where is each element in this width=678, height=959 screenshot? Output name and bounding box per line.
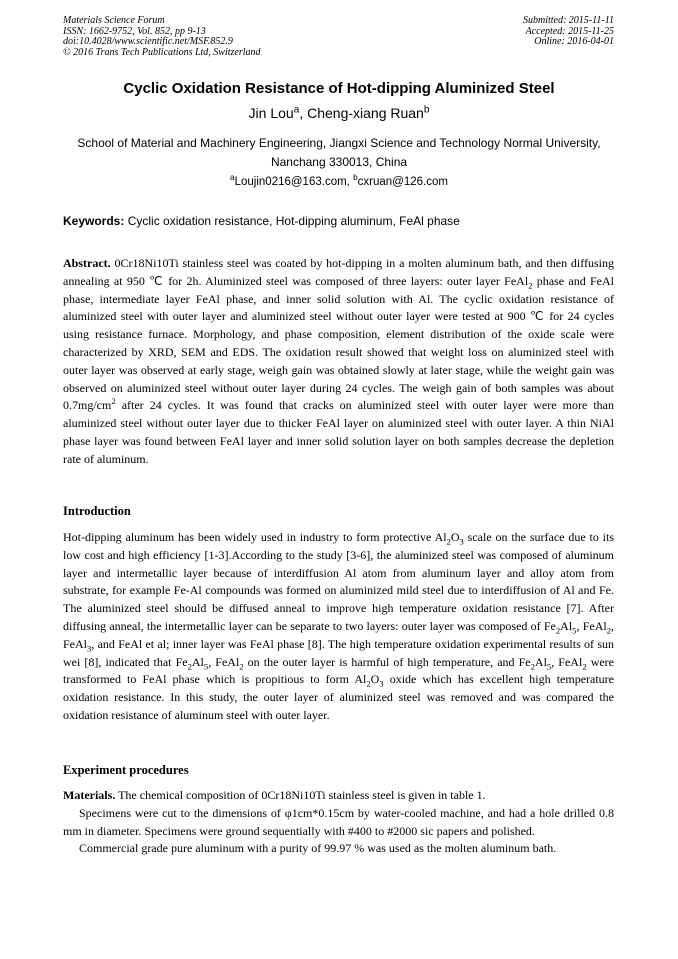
text-run: on the outer layer is harmful of high temperature, and Fe [243,654,531,669]
aluminum-paragraph: Commercial grade pure aluminum with a purity of 99.97 % was used as the molten aluminum bath. [79,841,557,856]
superscript: 2 [111,396,116,407]
text-run: O [370,672,380,687]
section-heading-experiment: Experiment procedures [63,763,189,777]
subscript: 3 [459,536,464,547]
text-run: O [450,530,460,544]
abstract-label: Abstract. [63,256,111,270]
text-run: , FeAl [576,618,607,633]
text-run: , FeAl [551,654,583,669]
subscript: 2 [528,280,533,291]
specimens-paragraph: Specimens were cut to the dimensions of φ1cm*0.15cm by water-cooled machine, and had a hole drilled 0.8 mm in diameter. Specimens were ground sequentially with #400 to #2000 sic papers and polished. [63,805,614,838]
keywords-text: Cyclic oxidation resistance, Hot-dipping aluminum, FeAl phase [124,214,460,228]
subscript: 3 [379,678,384,689]
text-run: The chemical composition of 0Cr18Ni10Ti stainless steel is given in table 1. [115,788,486,802]
issn-line: ISSN: 1662-9752, Vol. 852, pp 9-13 [63,25,206,37]
author-affil-mark: b [423,104,430,116]
affiliation: School of Material and Machinery Engineering, Jiangxi Science and Technology Normal University, Nanchang 330013, China [77,136,601,169]
subscript: 2 [582,660,587,671]
author-separator: , [299,105,308,121]
text-run: scale on the surface due to its low cost and high efficiency [1-3].According to the study [3-6], the aluminized steel was composed of aluminum layer and intermetallic layer because of interdiffusion Al atom from aluminum layer and alloy atom from substrate, for example Fe-Al compounds was formed on aluminized mild steel due to interdiffusion of Al and Fe. The aluminized steel should be diffused anneal to improve high temperature oxidation resistance [7]. After diffusing anneal, the intermetallic layer can be separate to two layers: outer layer was composed of Fe [63,530,614,633]
subscript: 5 [546,660,552,671]
doi-line[interactable]: doi:10.4028/www.scientific.net/MSF.852.9 [63,36,233,47]
introduction-paragraph [63,529,614,725]
subscript: 2 [366,678,371,689]
subscript: 5 [572,625,577,636]
subscript: 2 [606,625,612,636]
submitted-date: Submitted: 2015-11-11 [522,15,614,26]
publication-dates [523,16,614,48]
text-run: phase and FeAl phase, intermediate layer FeAl phase, and inner solid solution with Al. The cyclic oxidation resistance of aluminized steel with outer layer and aluminized steel without outer layer were tested at 900 ℃ for 24 cycles using resistance furnace. Morphology, and phase composition, element distribution of the oxide scale were characterized by XRD, SEM and EDS. The oxidation result showed that weight loss on aluminized steel with outer layer was observed at early stage, weigh gain was obtained slowly at later stage, while the weight gain was observed on aluminized steel without outer layer during 24 cycles. The weigh gain of both samples was about 0.7mg/cm [63,273,614,413]
author-name: Cheng-xiang Ruan [307,105,424,121]
text-run: 0Cr18Ni10Ti stainless steel was coated by hot-dipping in a molten aluminum bath, and then diffusing annealing at 950 ℃ for 2h. Aluminized steel was composed of three layers: outer layer FeAl [63,256,614,288]
text-run: Hot-dipping aluminum has been widely used in industry to form protective Al [63,530,447,544]
journal-info [63,16,261,58]
subscript: 2 [239,660,244,671]
subscript: 5 [203,660,209,671]
online-date: Online: 2016-04-01 [534,36,614,47]
author-list [0,105,678,121]
subscript: 2 [530,660,535,671]
materials-label: Materials. [63,788,116,802]
experiment-section [63,787,614,858]
abstract [63,255,614,469]
copyright-line: © 2016 Trans Tech Publications Ltd, Switzerland [63,46,261,58]
text-run: oxide which has excellent high temperature oxidation resistance. In this study, the outer layer of aluminized steel was removed and was compared the oxidation resistance of aluminum steel with outer layer. [63,672,615,722]
author-emails [0,173,678,188]
keywords-label: Keywords: [63,214,125,228]
text-run: Al [560,618,573,633]
text-run: were transformed to FeAl phase which is propitious to form Al [63,654,615,687]
subscript: 2 [187,660,192,671]
text-run: Al [191,654,204,669]
email-mark: a [230,173,235,183]
text-run: Al [534,654,547,669]
author-affil-mark: a [293,104,300,116]
materials-paragraph [63,787,614,805]
journal-name: Materials Science Forum [63,15,165,26]
text-run: , and FeAl et al; inner layer was FeAl phase [8]. The high temperature oxidation experimental results of sun wei [8], indicated that Fe [63,636,614,669]
author-name: Jin Lou [248,105,294,121]
keywords [63,214,460,228]
subscript: 2 [555,625,561,636]
text-run: , FeAl [63,618,615,651]
subscript: 2 [446,536,451,547]
accepted-date: Accepted: 2015-11-25 [525,25,614,37]
email-link[interactable]: cxruan@126.com [357,176,448,188]
text-run: , FeAl [208,654,240,669]
subscript: 3 [87,643,92,654]
email-mark: b [353,173,358,183]
email-link[interactable]: Loujin0216@163.com, [234,176,354,188]
section-heading-introduction: Introduction [63,504,131,518]
text-run: after 24 cycles. It was found that cracks on aluminized steel with outer layer were more than aluminized steel without outer layer due to thicker FeAl layer on aluminized steel with outer layer. A thin NiAl phase layer was found between FeAl layer and inner solid solution layer on both samples decrease the depletion rate of aluminum. [63,398,614,466]
paper-title: Cyclic Oxidation Resistance of Hot-dipping Aluminized Steel [123,80,555,97]
